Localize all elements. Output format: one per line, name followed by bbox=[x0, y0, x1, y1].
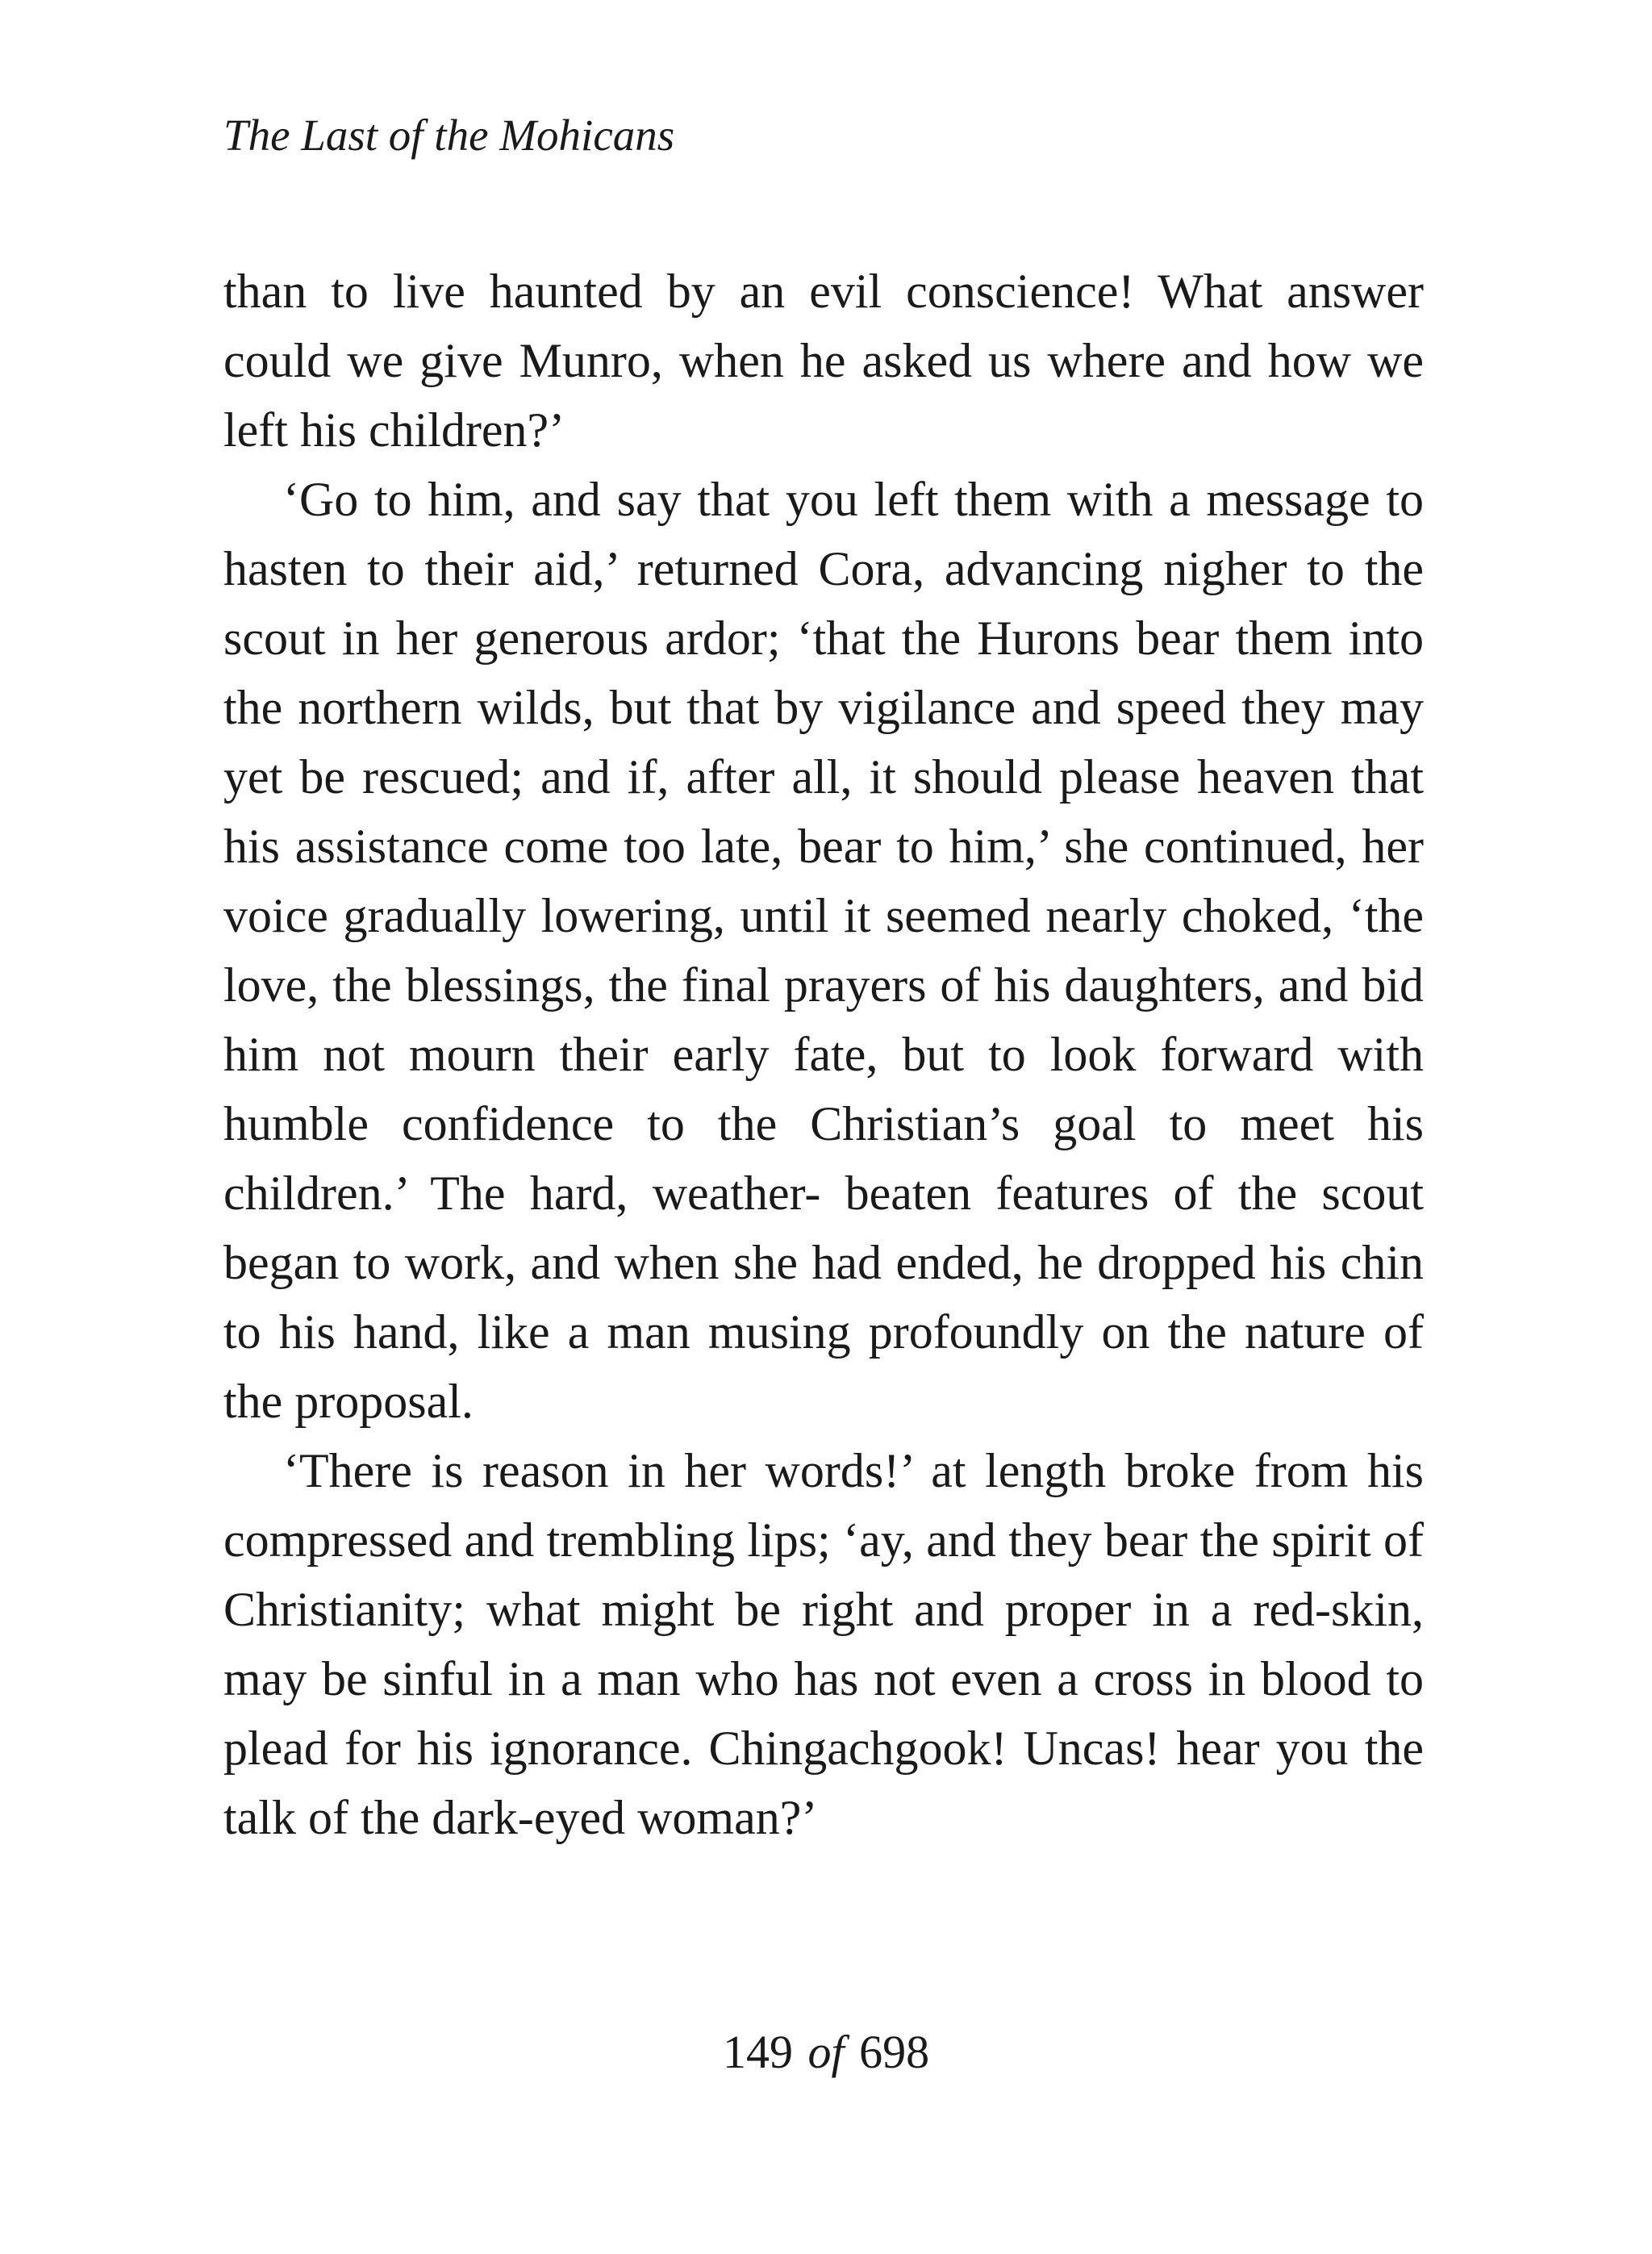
page-body bbox=[223, 257, 1424, 1852]
paragraph: ‘Go to him, and say that you left them with a message to hasten to their aid,’ returned Cora, advancing nigher to the scout in her generous ardor; ‘that the Hurons bear them into the northern wilds, but that by vigilance and speed they may yet be rescued; and if, after all, it should please heaven that his assistance come too late, bear to him,’ she continued, her voice gradually lowering, until it seemed nearly choked, ‘the love, the blessings, the final prayers of his daughters, and bid him not mourn their early fate, but to look forward with humble confidence to the Christian’s goal to meet his children.’ The hard, weather- beaten features of the scout began to work, and when she had ended, he dropped his chin to his hand, like a man musing profoundly on the nature of the proposal. bbox=[223, 473, 1424, 1428]
paragraph: ‘There is reason in her words!’ at length broke from his compressed and trembling lips; ‘ay, and they bear the spirit of Christianity; what might be right and proper in a red-skin, may be sinful in a man who has not even a cross in blood to plead for his ignorance. Chingachgook! Uncas! hear you the talk of the dark-eyed woman?’ bbox=[223, 1444, 1424, 1844]
current-page-number: 149 bbox=[722, 2026, 793, 2078]
page-number bbox=[0, 2020, 1652, 2085]
paragraph: than to live haunted by an evil conscience! What answer could we give Munro, when he asked us where and how we left his children?’ bbox=[223, 265, 1424, 457]
total-page-count: 698 bbox=[859, 2026, 930, 2078]
page-of-label: of bbox=[807, 2026, 845, 2078]
running-title: The Last of the Mohicans bbox=[223, 111, 675, 160]
